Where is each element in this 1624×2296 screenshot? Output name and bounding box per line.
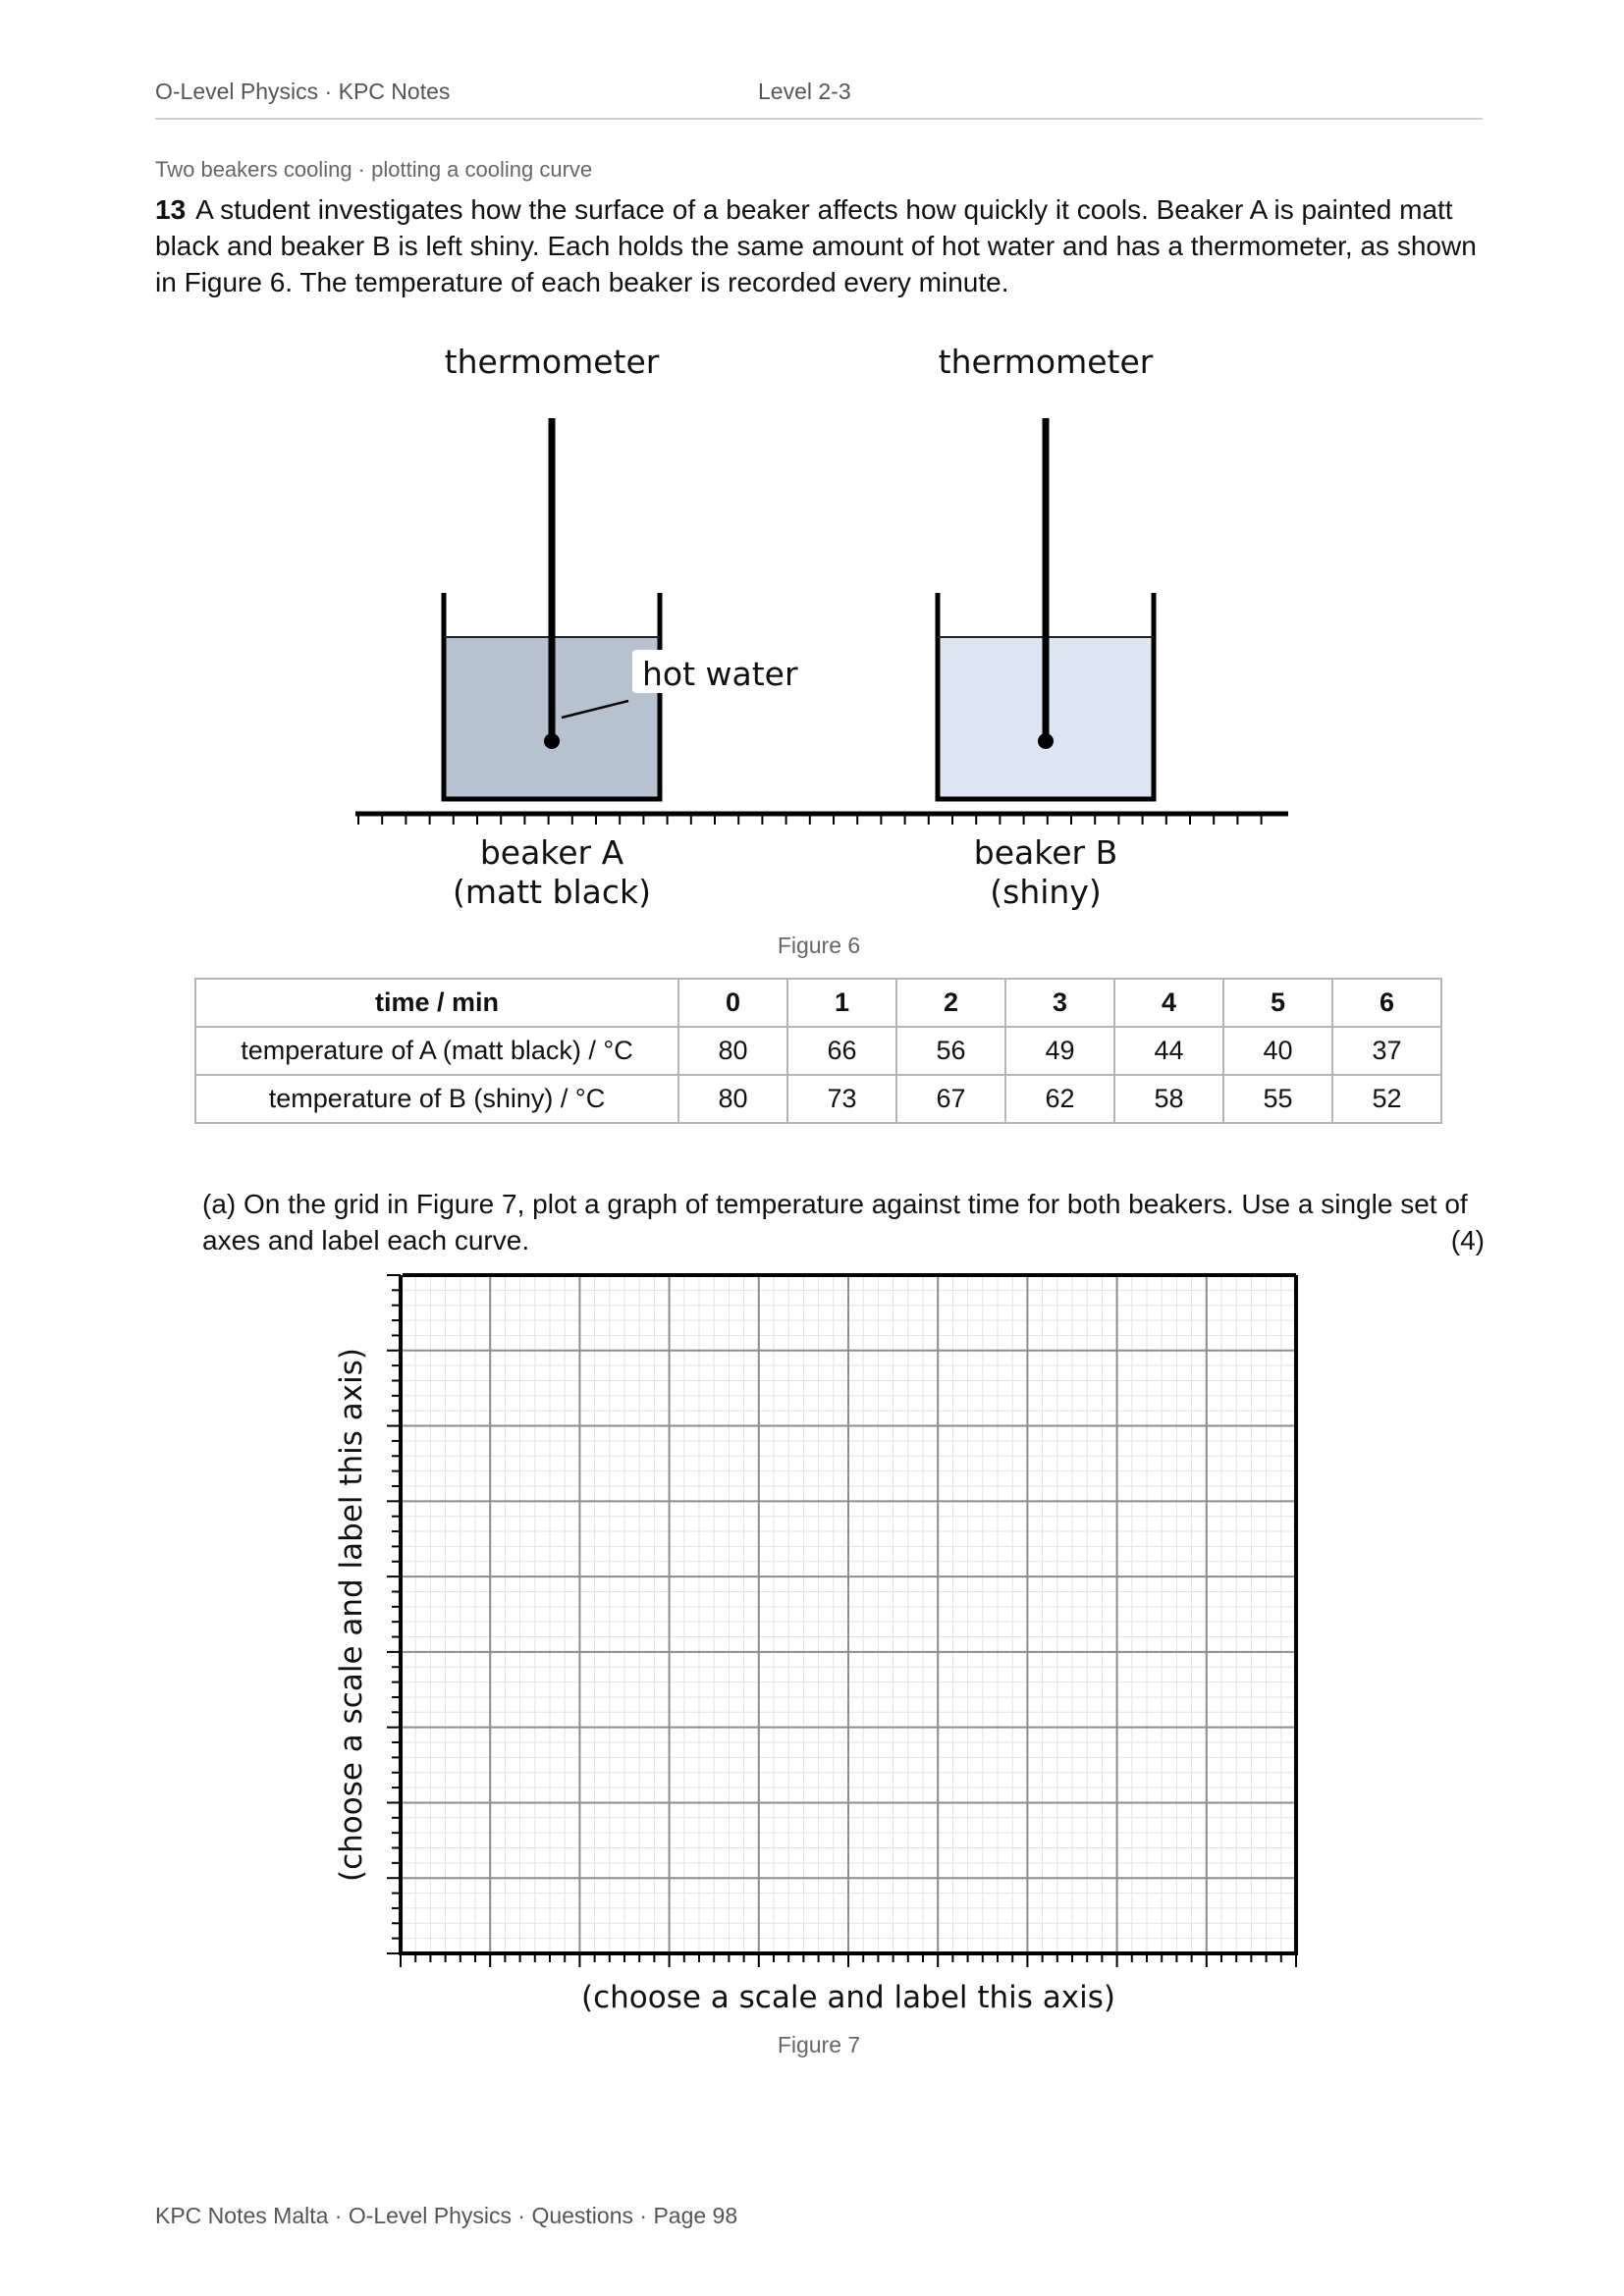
table-cell: 67 bbox=[896, 1075, 1005, 1123]
table-header-cell: 4 bbox=[1114, 979, 1223, 1027]
part-a-question bbox=[202, 1186, 1485, 1258]
table-cell: 66 bbox=[787, 1027, 896, 1075]
table-cell: 44 bbox=[1114, 1027, 1223, 1075]
table-cell: 80 bbox=[678, 1027, 787, 1075]
part-a-marks: (4) bbox=[1450, 1225, 1485, 1255]
x-axis-label: (choose a scale and label this axis) bbox=[581, 1980, 1115, 2015]
thermometer-b-bulb bbox=[1038, 733, 1054, 749]
figure-6-caption: Figure 6 bbox=[777, 933, 861, 958]
beaker-b-finish: (shiny) bbox=[990, 873, 1102, 911]
figure-6-diagram bbox=[0, 0, 1624, 982]
table-header-cell: 5 bbox=[1223, 979, 1332, 1027]
table-cell: 37 bbox=[1332, 1027, 1441, 1075]
thermometer-a-label: thermometer bbox=[444, 343, 660, 381]
table-row-label: temperature of A (matt black) / °C bbox=[195, 1027, 678, 1075]
table-cell: 62 bbox=[1005, 1075, 1114, 1123]
table-cell: 40 bbox=[1223, 1027, 1332, 1075]
bench bbox=[355, 814, 1288, 825]
beaker-a-finish: (matt black) bbox=[452, 873, 652, 911]
thermometer-a-bulb bbox=[544, 733, 560, 749]
table-cell: 56 bbox=[896, 1027, 1005, 1075]
page-footer: KPC Notes Malta · O-Level Physics · Questions · Page 98 bbox=[155, 2203, 738, 2228]
part-a-text: (a) On the grid in Figure 7, plot a graph of temperature against time for both beakers. Use a single set of axes and label each curve. bbox=[202, 1189, 1468, 1255]
question-text: A student investigates how the surface of a beaker affects how quickly it cools. Beaker A is painted matt black and beaker B is left shiny. Each holds the same amount of hot water and has a thermometer, as shown in Figure 6. The temperature of each beaker is recorded every minute. bbox=[155, 194, 1477, 297]
table-cell: 58 bbox=[1114, 1075, 1223, 1123]
table-cell: 49 bbox=[1005, 1027, 1114, 1075]
table-row-label: temperature of B (shiny) / °C bbox=[195, 1075, 678, 1123]
table-cell: 80 bbox=[678, 1075, 787, 1123]
header-left: O-Level Physics · KPC Notes bbox=[155, 79, 451, 104]
table-header-cell: time / min bbox=[195, 979, 678, 1027]
thermometer-b-label: thermometer bbox=[938, 343, 1154, 381]
figure-7-caption: Figure 7 bbox=[777, 2032, 861, 2057]
table-cell: 73 bbox=[787, 1075, 896, 1123]
y-axis-label: (choose a scale and label this axis) bbox=[334, 1348, 369, 1882]
beaker-b-name: beaker B bbox=[973, 833, 1118, 872]
table-cell: 55 bbox=[1223, 1075, 1332, 1123]
section-subtitle: Two beakers cooling · plotting a cooling curve bbox=[155, 157, 593, 182]
question-number: 13 bbox=[155, 194, 187, 225]
figure-7-graph-paper bbox=[0, 1256, 1624, 2022]
header-center: Level 2-3 bbox=[758, 79, 851, 104]
hot-water-label: hot water bbox=[642, 655, 798, 693]
beaker-b bbox=[938, 418, 1154, 799]
table-header-row bbox=[195, 979, 1441, 1027]
table-header-cell: 3 bbox=[1005, 979, 1114, 1027]
beaker-a-name: beaker A bbox=[479, 833, 624, 872]
table-row bbox=[195, 1075, 1441, 1123]
table-header-cell: 2 bbox=[896, 979, 1005, 1027]
beaker-a bbox=[444, 418, 660, 799]
table-header-cell: 0 bbox=[678, 979, 787, 1027]
results-table bbox=[194, 978, 1442, 1124]
table-header-cell: 1 bbox=[787, 979, 896, 1027]
table-cell: 52 bbox=[1332, 1075, 1441, 1123]
table-row bbox=[195, 1027, 1441, 1075]
table-header-cell: 6 bbox=[1332, 979, 1441, 1027]
